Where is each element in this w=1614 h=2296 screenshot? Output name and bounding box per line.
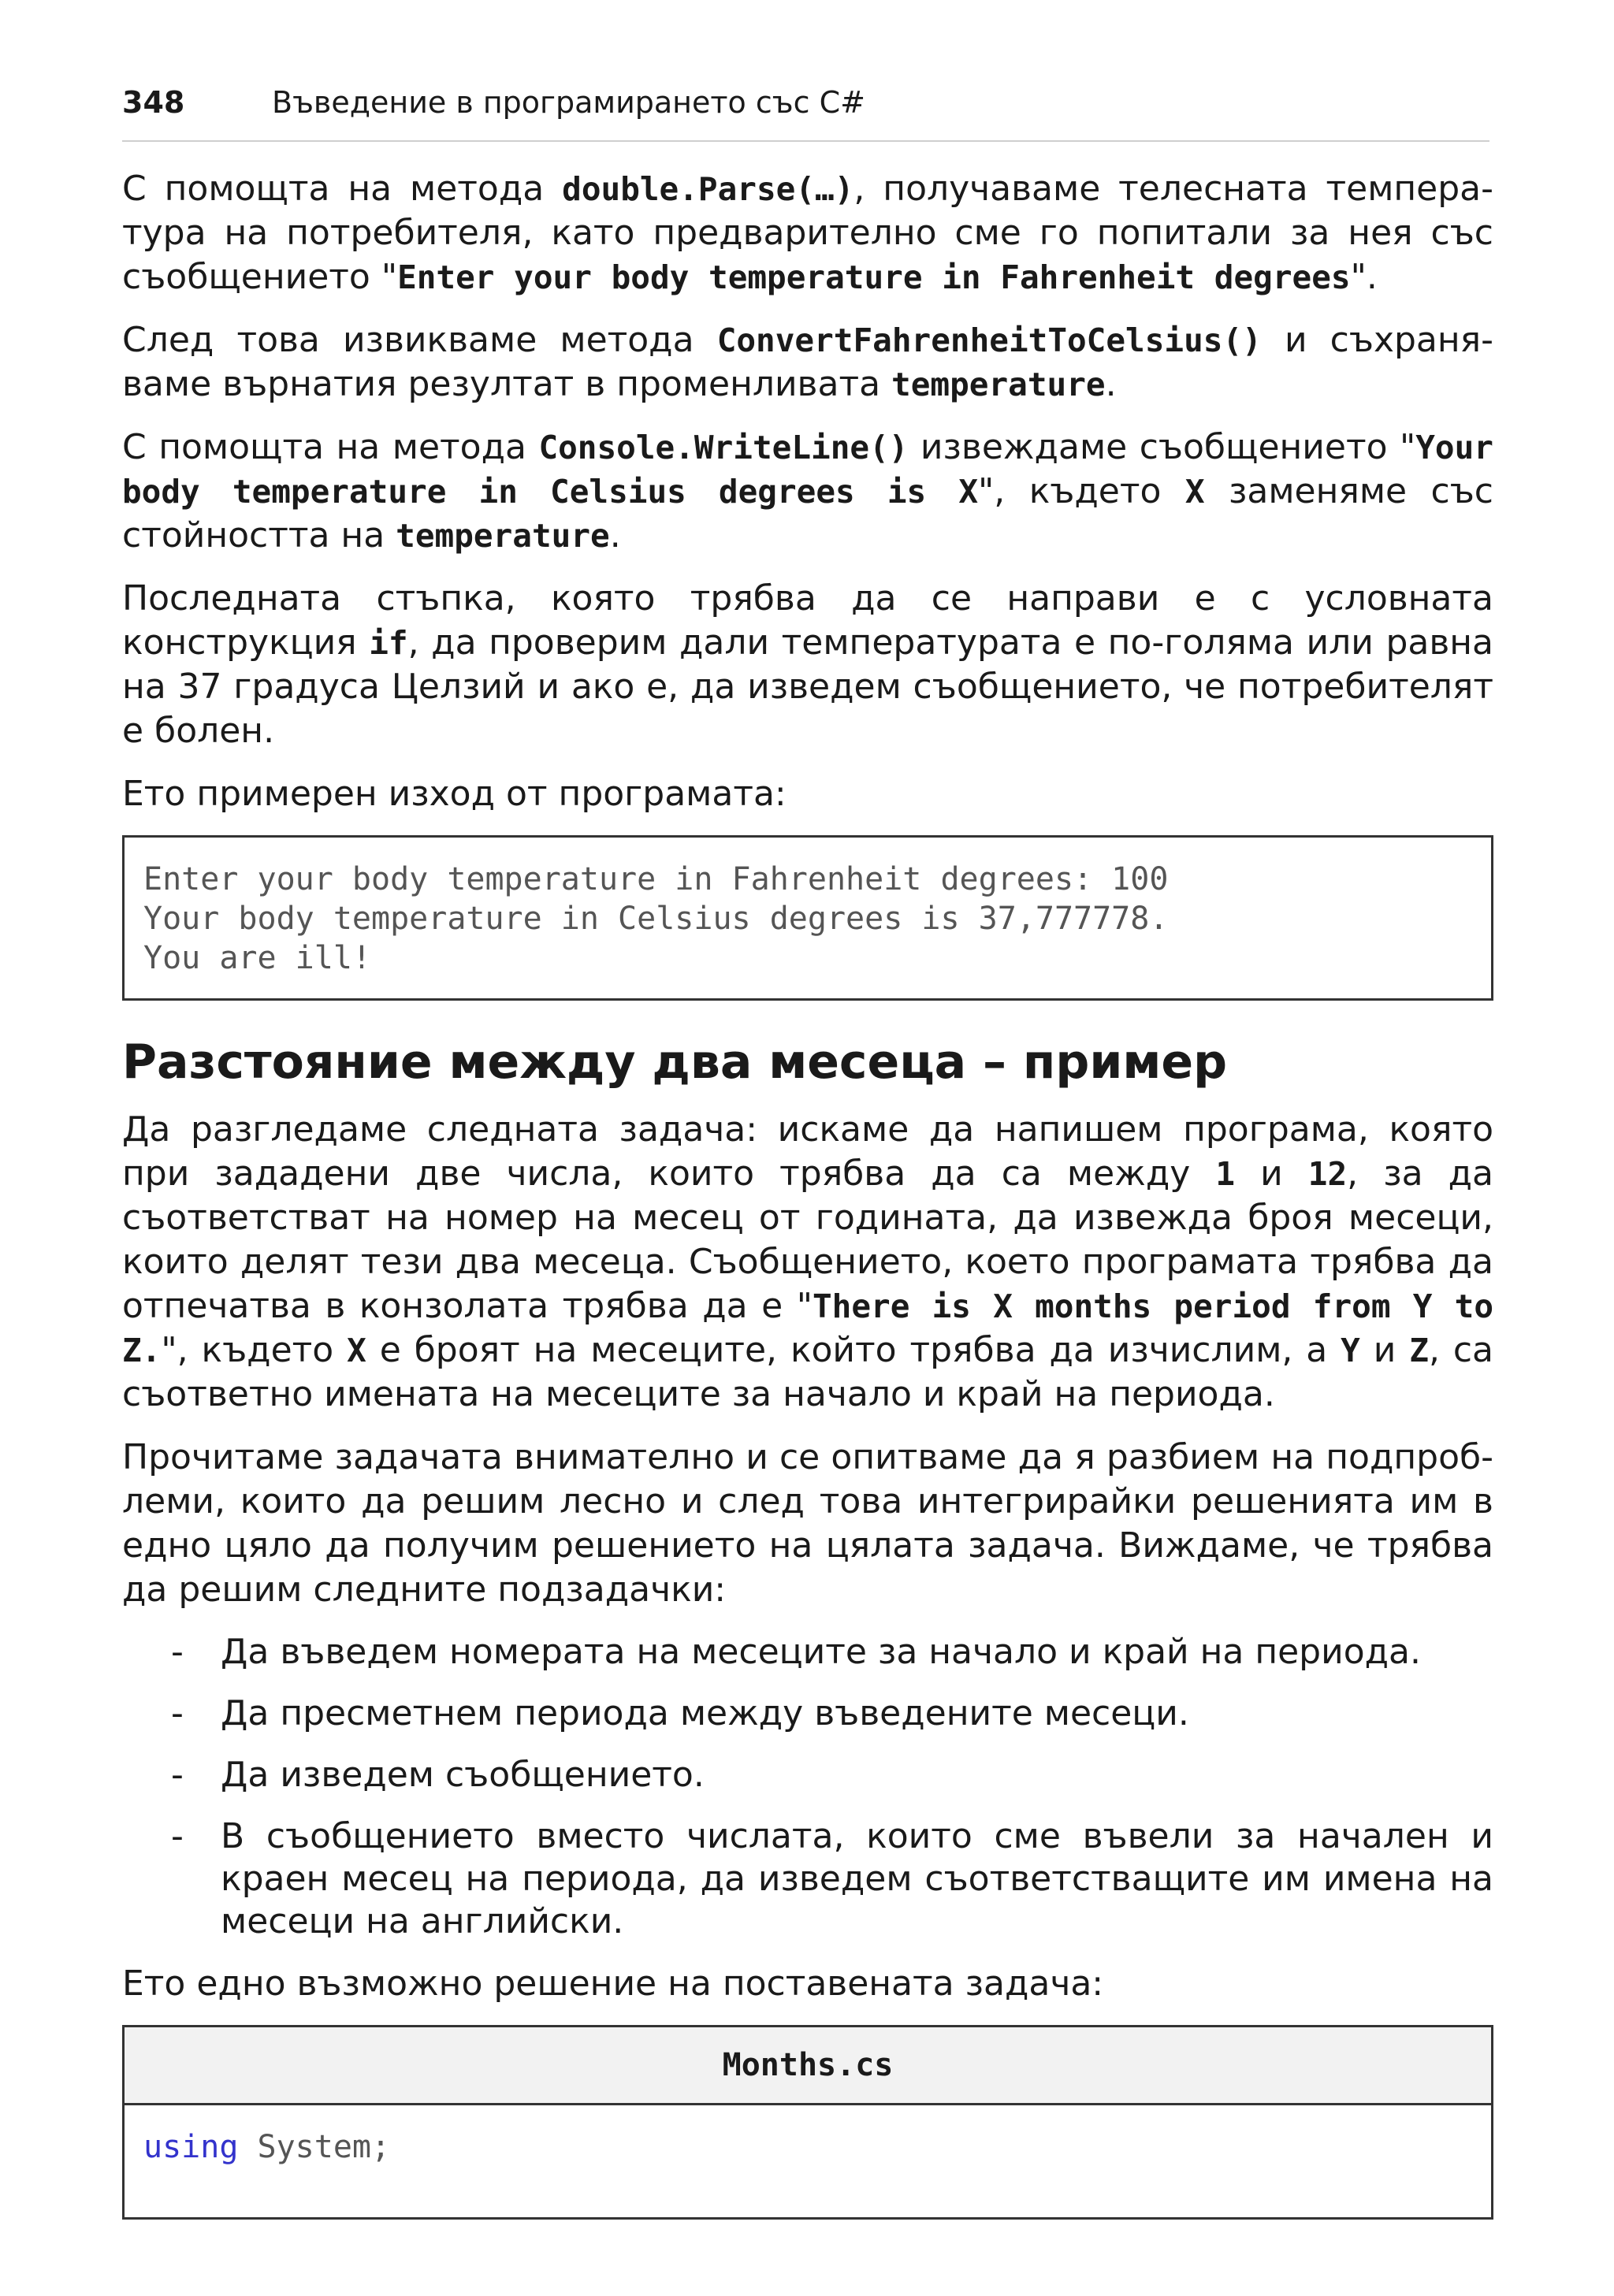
text: Да разгледаме следната задача: искаме да напишем програма, която при зададени две числа, които трябва да са между [122,1109,1493,1194]
inline-code: ConvertFahrenheitToCelsius() [716,321,1262,359]
text: извеждаме съобщението " [908,427,1416,467]
inline-code: X [347,1332,366,1369]
text: С помощта на метода [122,427,539,467]
subtask-list [122,1631,1493,1943]
inline-code: Your body temperature in Celsius degrees is X [122,429,1493,511]
list-marker: - [171,1693,184,1733]
text: Последната стъпка, която трябва да се направи е с условната конструкция [122,578,1493,663]
list-marker: - [171,1755,184,1795]
paragraph-sample-output: Ето примерен изход от програмата: [122,774,787,814]
paragraph-if [122,577,1493,753]
text: , да проверим дали температурата е по-голяма или равна на 37 градуса Целзий и ако е, да изведем съобщението, че потребителят е болен. [122,622,1493,751]
list-item [122,1754,1493,1796]
text: , за да съответстват на номер на месец от годината, да извежда броя месеци, които делят тези два месеца. Съобщението, което програмата трябва да отпечатва в конзолата трябва да е " [122,1154,1494,1326]
list-item [122,1631,1493,1674]
section-heading: Разстояние между два месеца – пример [122,1035,1228,1090]
inline-code: Y [1341,1332,1360,1369]
page-number: 348 [122,85,185,120]
paragraph-solution-intro: Ето едно възможно решение на поставената задача: [122,1963,1104,2004]
inline-code: Console.WriteLine() [538,429,909,466]
inline-code: temperature [396,517,610,555]
paragraph-parse [122,167,1493,299]
code-listing [122,2025,1493,2220]
console-output [122,835,1493,1001]
list-item-text: Да изведем съобщението. [221,1755,705,1795]
inline-code: temperature [891,366,1106,403]
text: . [609,515,621,555]
text: С помощта на метода [122,169,563,209]
text: , са съответно имената на месеците за начало и край на периода. [122,1330,1493,1414]
text: заменяме със стойността на [122,471,1493,555]
inline-code: X [1184,473,1205,511]
console-line: You are ill! [143,940,371,976]
text: и съхраня-ваме върнатия резултат в променливата [122,320,1493,404]
code-keyword: using [143,2129,239,2165]
code-listing-title: Months.cs [125,2027,1491,2105]
inline-code: 12 [1307,1155,1348,1193]
code-body [125,2105,1491,2217]
text: ", където [161,1330,348,1370]
text: ". [1350,257,1378,297]
text: и [1359,1330,1410,1370]
list-item-text: Да въведем номерата на месеците за начало и край на периода. [221,1632,1421,1672]
paragraph-subproblems: Прочитаме задачата внимателно и се опитваме да я разбием на подпроб-леми, които да решим лесно и след това интегрирайки решенията им в едно цяло да получим решението на цялата задача. Виждаме, че трябва да решим следните подзадачки: [122,1437,1493,1610]
paragraph-convert [122,318,1493,407]
text: ", където [978,471,1185,511]
text: и [1235,1154,1308,1194]
list-item-text: Да пресметнем периода между въведените месеци. [221,1693,1189,1733]
paragraph-writeline [122,425,1493,558]
running-header [122,79,1489,142]
code-text: System; [238,2129,391,2165]
inline-code: 1 [1215,1155,1236,1193]
text: . [1105,364,1117,404]
list-marker: - [171,1632,184,1672]
inline-code: if [369,624,408,662]
list-marker: - [171,1816,184,1856]
console-line: Enter your body temperature in Fahrenheit degrees: 100 [143,861,1169,897]
inline-code: double.Parse(…) [562,170,854,208]
list-item-text: В съобщението вместо числата, които сме въвели за начален и краен месец на периода, да изведем съответстващите им имена на месеци на английски. [221,1816,1493,1941]
inline-code: Enter your body temperature in Fahrenheit degrees [397,258,1351,296]
text: След това извикваме метода [122,320,717,360]
console-line: Your body temperature in Celsius degrees is 37,777778. [143,901,1169,937]
book-title: Въведение в програмирането със C# [272,85,865,120]
text: е броят на месеците, който трябва да изчислим, а [366,1330,1341,1370]
text: , получаваме телесната темпера-тура на потребителя, като предварително сме го попитали за нея със съобщението " [122,169,1494,297]
inline-code: There is X months period from Y to Z. [122,1287,1493,1369]
list-item [122,1692,1493,1735]
list-item [122,1815,1493,1943]
inline-code: Z [1409,1332,1429,1369]
paragraph-task [122,1108,1493,1417]
main-content [122,167,1493,2220]
